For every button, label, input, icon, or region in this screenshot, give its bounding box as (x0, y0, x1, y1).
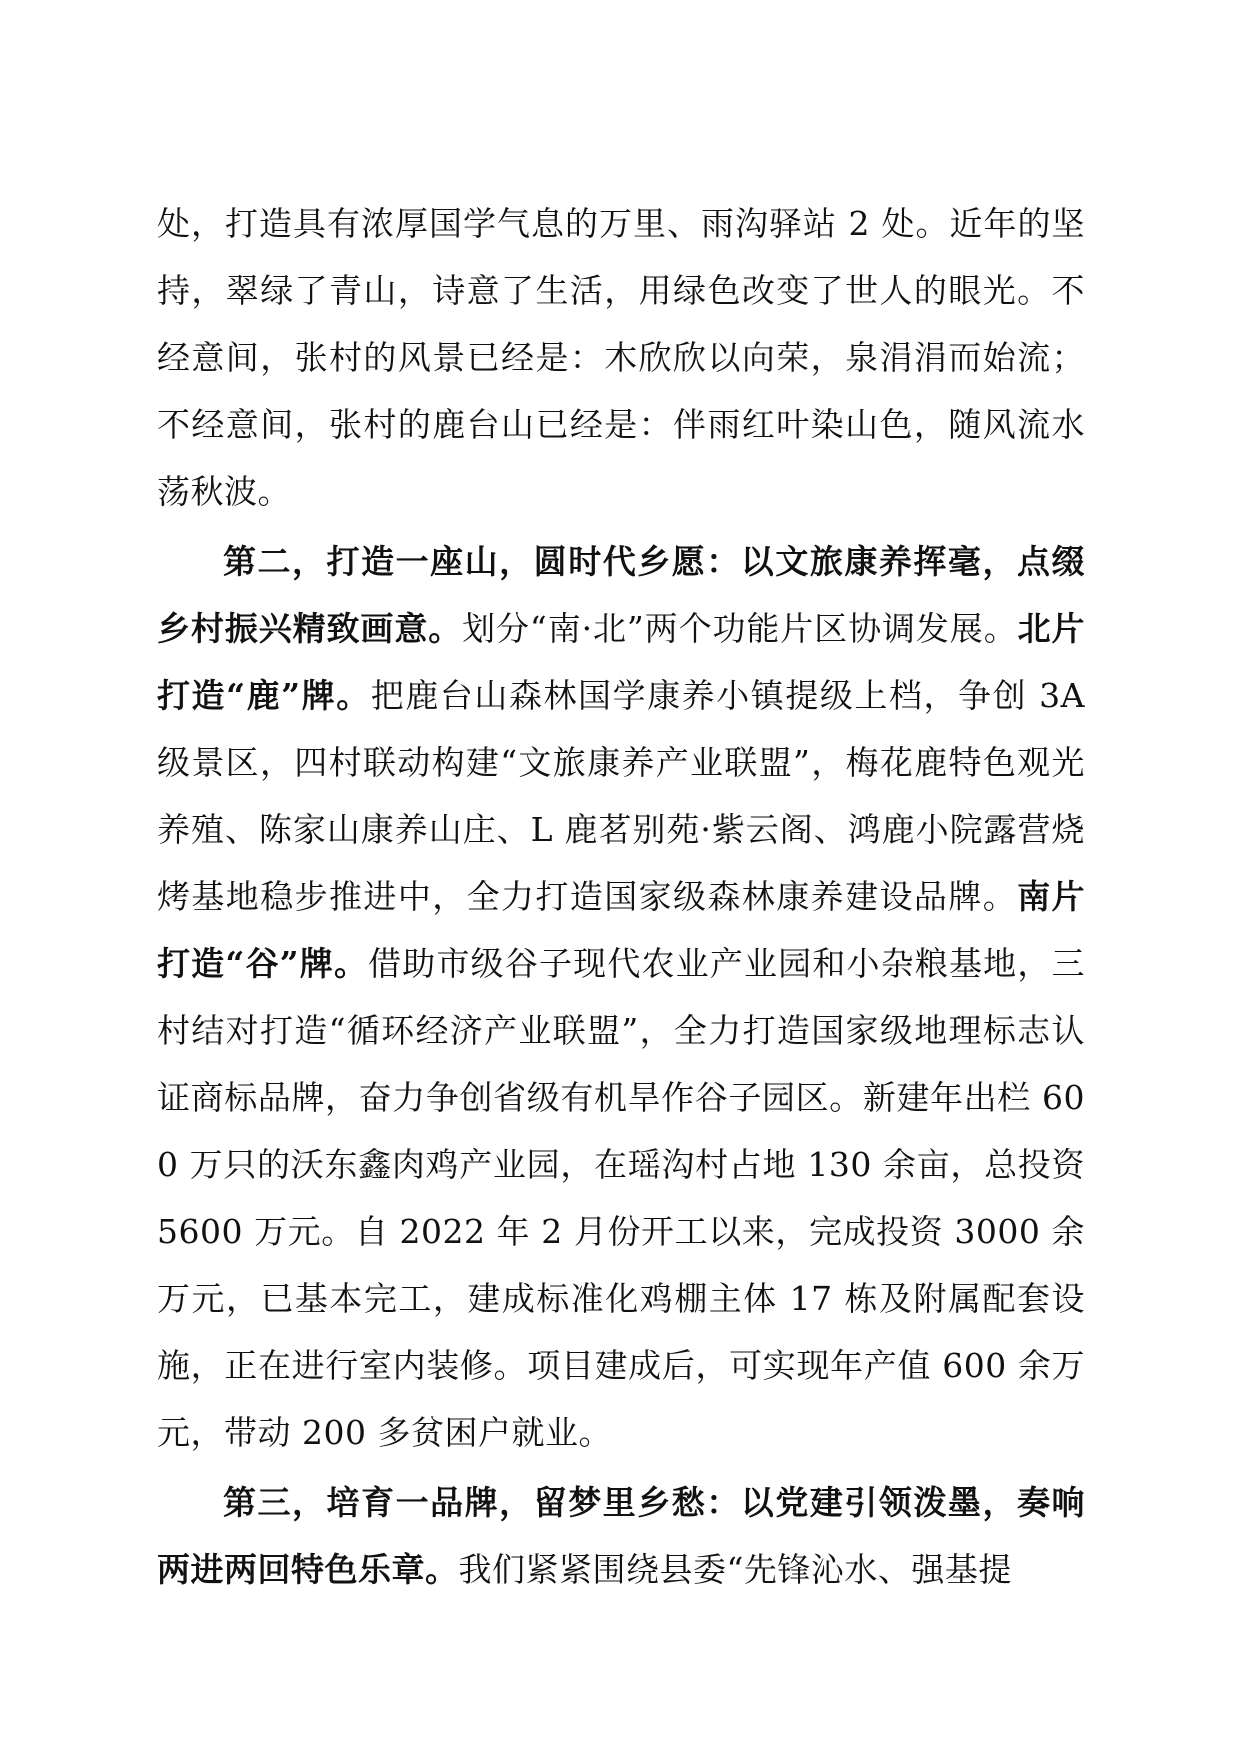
section-heading-bold: 第三，培育一品牌，留梦里乡愁：以党建引领泼墨，奏响两进两回特色乐章。 (157, 1483, 1085, 1589)
paragraph-third-point (157, 1469, 1085, 1603)
paragraph-text: 我们紧紧围绕县委“先锋沁水、强基提 (458, 1550, 1012, 1589)
section-heading-bold: 第二，打造一座山，圆时代乡愿：以文旅康养挥毫，点缀乡村振兴精致画意。 (157, 542, 1085, 648)
subheading-south-brand: 南片打造“谷”牌。 (157, 877, 1086, 983)
paragraph-text: 借助市级谷子现代农业产业园和小杂粮基地，三村结对打造“循环经济产业联盟”，全力打造国家级地理标志认证商标品牌，奋力争创省级有机旱作谷子园区。新建年出栏 600 万只的沃东鑫肉鸡产业园，在瑶沟村占地 130 余亩，总投资 5600 万元。自 2022 年 2 月份开工以来，完成投资 3000 余万元，已基本完工，建成标准化鸡棚主体 17 栋及附属配套设施，正在进行室内装修。项目建成后，可实现年产值 600 余万元，带动 200 多贫困户就业。 (157, 944, 1085, 1452)
paragraph-text: 划分“南·北”两个功能片区协调发展。 (462, 609, 1018, 648)
paragraph-text: 把鹿台山森林国学康养小镇提级上档，争创 3A 级景区，四村联动构建“文旅康养产业联盟”，梅花鹿特色观光养殖、陈家山康养山庄、L 鹿茗别苑·紫云阁、鸿鹿小院露营烧烤基地稳步推进中，全力打造国家级森林康养建设品牌。 (157, 676, 1085, 916)
paragraph-ecology (157, 190, 1085, 525)
paragraph-text: 处，打造具有浓厚国学气息的万里、雨沟驿站 2 处。近年的坚持，翠绿了青山，诗意了生活，用绿色改变了世人的眼光。不经意间，张村的风景已经是：木欣欣以向荣，泉涓涓而始流；不经意间，张村的鹿台山已经是：伴雨红叶染山色，随风流水荡秋波。 (157, 204, 1085, 511)
subheading-north-brand: 北片打造“鹿”牌。 (157, 609, 1086, 715)
paragraph-second-point (157, 528, 1085, 1466)
